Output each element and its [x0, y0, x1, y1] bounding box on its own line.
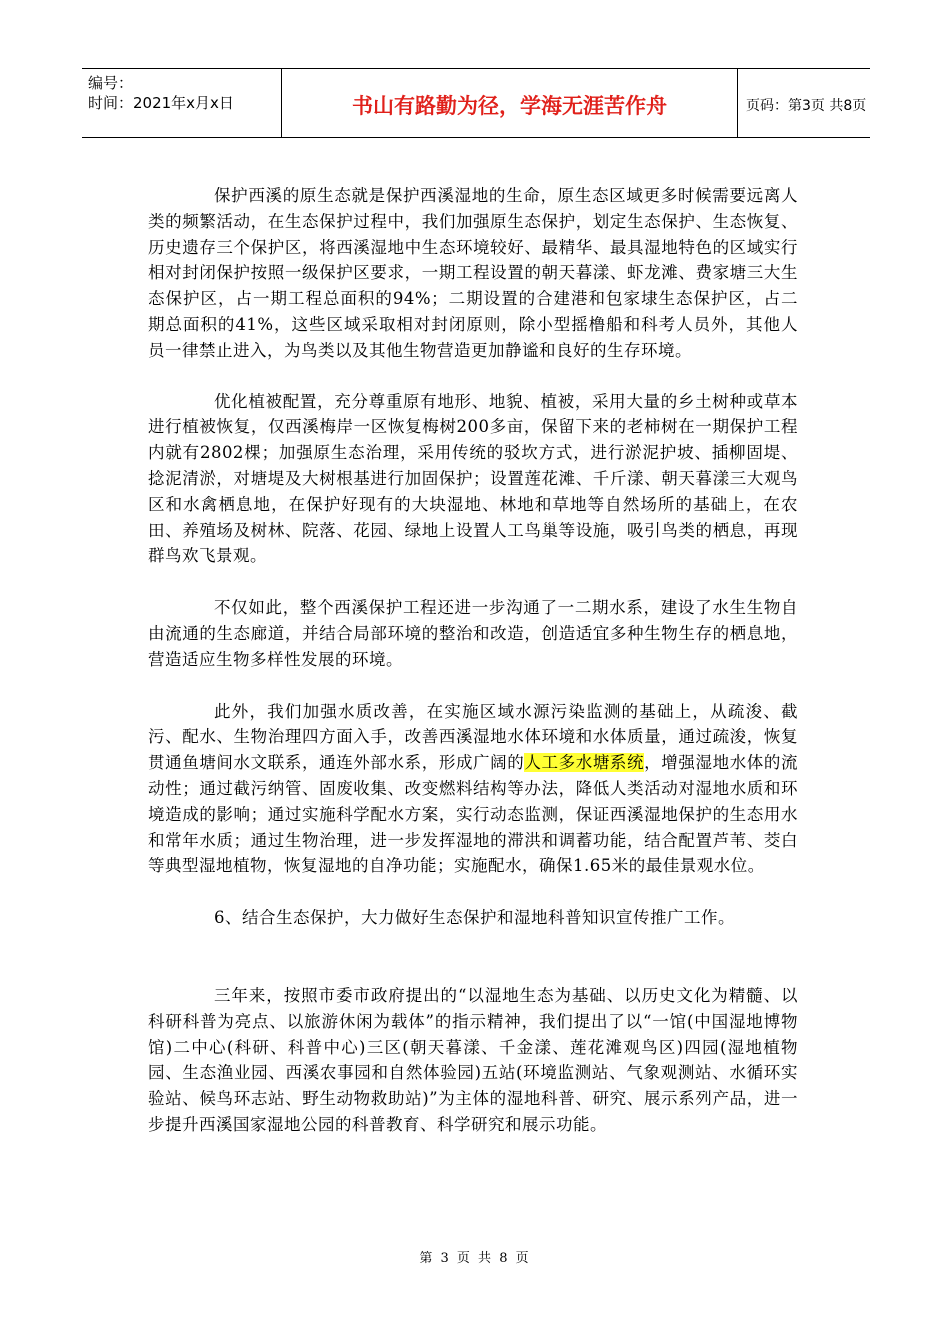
- header-page-info: 页码：第3页 共8页: [746, 98, 867, 114]
- highlighted-phrase: 人工多水塘系统: [524, 753, 645, 773]
- header-meta: [82, 69, 282, 137]
- section-heading-6: 6、结合生态保护，大力做好生态保护和湿地科普知识宣传推广工作。: [214, 908, 735, 928]
- paragraph-4-text-start: 此外，我们加强水质改善，在实施区域水源污染监测的基础上，从疏浚、截污、配水、生物治理四方面入手，改善西溪湿地水体环境和水体质量，通过疏浚，恢复贯通鱼塘间水文联系，通连外部水系，形成广阔的: [148, 701, 798, 773]
- paragraph-2: 优化植被配置，充分尊重原有地形、地貌、植被，采用大量的乡土树种或草本进行植被恢复，仅西溪梅岸一区恢复梅树200多亩，保留下来的老柿树在一期保护工程内就有2802棵；加强原生态治理，采用传统的驳坎方式，进行淤泥护坡、插柳固堤、捻泥清淤，对塘堤及大树根基进行加固保护；设置莲花滩、千斤漾、朝天暮漾三大观鸟区和水禽栖息地，在保护好现有的大块湿地、林地和草地等自然场所的基础上，在农田、养殖场及树林、院落、花园、绿地上设置人工鸟巢等设施，吸引鸟类的栖息，再现群鸟欢飞景观。: [148, 391, 798, 566]
- page-header: [82, 68, 870, 138]
- paragraph-6: 三年来，按照市委市政府提出的“以湿地生态为基础、以历史文化为精髓、以科研科普为亮点、以旅游休闲为载体”的指示精神，我们提出了以“一馆(中国湿地博物馆)二中心(科研、科普中心)三区(朝天暮漾、千金漾、莲花滩观鸟区)四园(湿地植物园、生态渔业园、西溪农事园和自然体验园)五站(环境监测站、气象观测站、水循环实验站、候鸟环志站、野生动物救助站)”为主体的湿地科普、研究、展示系列产品，进一步提升西溪国家湿地公园的科普教育、科学研究和展示功能。: [148, 985, 798, 1134]
- paragraph-3: 不仅如此，整个西溪保护工程还进一步沟通了一二期水系，建设了水生生物自由流通的生态廊道，并结合局部环境的整治和改造，创造适宜多种生物生存的栖息地，营造适应生物多样性发展的环境。: [148, 598, 798, 669]
- paragraph-4: [148, 699, 798, 880]
- paragraph-4-text-end: ，增强湿地水体的流动性；通过截污纳管、固废收集、改变燃料结构等办法，降低人类活动对湿地水质和环境造成的影响；通过实施科学配水方案，实行动态监测，保证西溪湿地保护的生态用水和常年水质；通过生物治理，进一步发挥湿地的滞洪和调蓄功能，结合配置芦苇、茭白等典型湿地植物，恢复湿地的自净功能；实施配水，确保1.65米的最佳景观水位。: [148, 753, 799, 876]
- document-time-label: 时间：2021年x月x日: [88, 94, 234, 112]
- header-motto: 书山有路勤为径，学海无涯苦作舟: [282, 69, 738, 137]
- document-body: [148, 183, 798, 1138]
- document-number-label: 编号：: [88, 74, 134, 92]
- paragraph-1: 保护西溪的原生态就是保护西溪湿地的生命，原生态区域更多时候需要远离人类的频繁活动，在生态保护过程中，我们加强原生态保护，划定生态保护、生态恢复、历史遗存三个保护区，将西溪湿地中生态环境较好、最精华、最具湿地特色的区域实行相对封闭保护按照一级保护区要求，一期工程设置的朝天暮漾、虾龙滩、费家塘三大生态保护区，占一期工程总面积的94%；二期设置的合建港和包家埭生态保护区，占二期总面积的41%，这些区域采取相对封闭原则，除小型摇橹船和科考人员外，其他人员一律禁止进入，为鸟类以及其他生物营造更加静谧和良好的生存环境。: [148, 186, 798, 360]
- page-footer: 第 3 页 共 8 页: [419, 1251, 531, 1266]
